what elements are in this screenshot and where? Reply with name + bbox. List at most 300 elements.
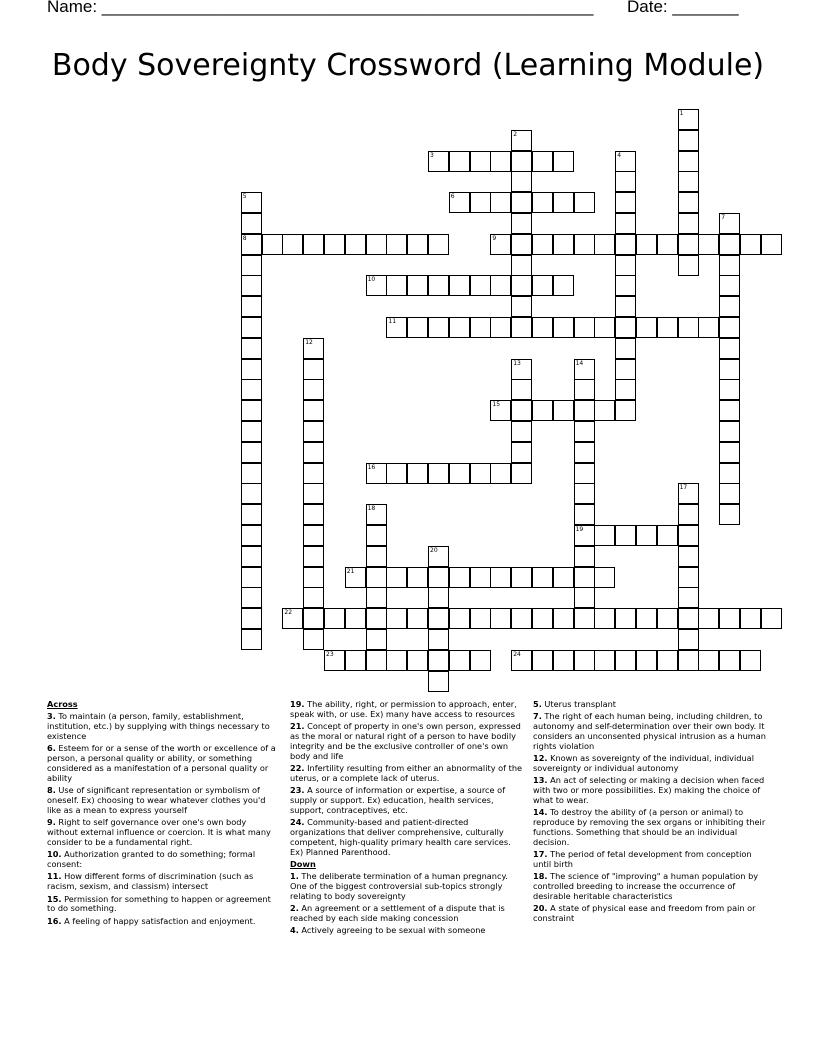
clue-text: Uterus transplant [541,699,617,709]
grid-cell[interactable] [574,379,595,400]
grid-cell[interactable] [241,629,262,650]
grid-cell[interactable] [574,650,595,671]
grid-cell[interactable] [490,192,511,213]
grid-cell[interactable] [303,338,324,359]
grid-cell[interactable] [241,338,262,359]
grid-cell[interactable] [698,608,719,629]
grid-cell[interactable] [428,629,449,650]
grid-cell[interactable] [678,171,699,192]
clue-number: 10. [47,849,62,860]
grid-cell[interactable] [636,608,657,629]
grid-cell[interactable] [366,234,387,255]
grid-cell[interactable] [719,483,740,504]
grid-cell[interactable] [636,317,657,338]
grid-cell[interactable] [511,151,532,172]
grid-cell[interactable] [366,275,387,296]
grid-cell[interactable] [719,338,740,359]
grid-cell[interactable] [282,608,303,629]
clue-item [290,786,524,815]
grid-cell[interactable] [719,359,740,380]
grid-cell[interactable] [574,317,595,338]
grid-cell[interactable] [449,151,470,172]
grid-cell[interactable] [386,317,407,338]
grid-cell[interactable] [532,400,553,421]
grid-cell[interactable] [740,650,761,671]
grid-cell[interactable] [532,650,553,671]
grid-cell[interactable] [615,400,636,421]
grid-cell[interactable] [428,608,449,629]
grid-cell[interactable] [678,504,699,525]
grid-cell[interactable] [490,151,511,172]
cell-number: 18 [367,505,376,513]
grid-cell[interactable] [615,213,636,234]
grid-cell[interactable] [449,608,470,629]
grid-cell[interactable] [241,192,262,213]
grid-cell[interactable] [574,567,595,588]
grid-cell[interactable] [574,463,595,484]
grid-cell[interactable] [532,275,553,296]
grid-cell[interactable] [449,463,470,484]
grid-cell[interactable] [678,608,699,629]
grid-cell[interactable] [719,234,740,255]
grid-cell[interactable] [366,463,387,484]
grid-cell[interactable] [511,421,532,442]
grid-cell[interactable] [678,151,699,172]
grid-cell[interactable] [470,608,491,629]
grid-cell[interactable] [241,463,262,484]
grid-cell[interactable] [386,567,407,588]
grid-cell[interactable] [678,567,699,588]
grid-cell[interactable] [490,275,511,296]
clue-item [533,754,769,774]
grid-cell[interactable] [428,463,449,484]
grid-cell[interactable] [241,546,262,567]
cell-number: 4 [617,151,622,159]
grid-cell[interactable] [532,192,553,213]
clue-number: 15. [47,893,62,904]
clue-text: An agreement or a settlement of a dispute that is reached by each side making concession [290,903,505,924]
grid-cell[interactable] [615,296,636,317]
grid-cell[interactable] [241,379,262,400]
clue-text: Infertility resulting from either an abnormality of the uterus, or a complete lack of uterus. [290,762,523,783]
grid-cell[interactable] [303,546,324,567]
cell-number: 6 [450,193,455,201]
clue-text: Concept of property in one's own person, expressed as the moral or natural right of a person to have bodily integrity and be the exclusive controller of one's own body and life [290,721,521,761]
grid-cell[interactable] [345,608,366,629]
grid-cell[interactable] [490,608,511,629]
grid-cell[interactable] [719,421,740,442]
grid-cell[interactable] [553,400,574,421]
grid-cell[interactable] [615,317,636,338]
grid-cell[interactable] [511,317,532,338]
grid-cell[interactable] [761,234,782,255]
grid-cell[interactable] [719,317,740,338]
cell-number: 10 [367,276,376,284]
grid-cell[interactable] [615,359,636,380]
grid-cell[interactable] [511,192,532,213]
clue-text: Esteem for or a sense of the worth or excellence of a person, a personal quality or ability, or something considered as a manifestation of a personal quality or ability [47,743,276,783]
grid-cell[interactable] [303,359,324,380]
grid-cell[interactable] [615,171,636,192]
grid-cell[interactable] [428,234,449,255]
grid-cell[interactable] [615,234,636,255]
grid-cell[interactable] [532,234,553,255]
grid-cell[interactable] [678,109,699,130]
grid-cell[interactable] [511,171,532,192]
grid-cell[interactable] [449,192,470,213]
grid-cell[interactable] [470,463,491,484]
clue-text: The period of fetal development from conception until birth [533,849,752,869]
grid-cell[interactable] [678,234,699,255]
grid-cell[interactable] [366,525,387,546]
grid-cell[interactable] [594,525,615,546]
grid-cell[interactable] [303,400,324,421]
grid-cell[interactable] [241,296,262,317]
clue-number: 14. [533,807,548,818]
grid-cell[interactable] [511,400,532,421]
cell-number: 14 [575,359,584,367]
grid-cell[interactable] [366,504,387,525]
grid-cell[interactable] [532,151,553,172]
grid-cell[interactable] [511,275,532,296]
grid-cell[interactable] [615,275,636,296]
grid-cell[interactable] [303,608,324,629]
clue-item [533,850,769,870]
grid-cell[interactable] [449,650,470,671]
grid-cell[interactable] [740,234,761,255]
grid-cell[interactable] [449,317,470,338]
clue-item [47,818,277,847]
grid-cell[interactable] [657,234,678,255]
grid-cell[interactable] [553,192,574,213]
grid-cell[interactable] [470,650,491,671]
grid-cell[interactable] [553,317,574,338]
grid-cell[interactable] [366,650,387,671]
grid-cell[interactable] [241,213,262,234]
grid-cell[interactable] [594,317,615,338]
grid-cell[interactable] [428,650,449,671]
grid-cell[interactable] [511,359,532,380]
grid-cell[interactable] [324,608,345,629]
grid-cell[interactable] [511,567,532,588]
grid-cell[interactable] [574,400,595,421]
clue-item [47,744,277,783]
grid-cell[interactable] [428,317,449,338]
grid-cell[interactable] [241,275,262,296]
clue-item [290,926,524,936]
grid-cell[interactable] [303,421,324,442]
grid-cell[interactable] [594,234,615,255]
grid-cell[interactable] [449,567,470,588]
clue-item [533,776,769,805]
grid-cell[interactable] [532,317,553,338]
grid-cell[interactable] [678,650,699,671]
grid-cell[interactable] [553,275,574,296]
clue-number: 24. [290,817,305,828]
grid-cell[interactable] [553,151,574,172]
clue-item [533,872,769,901]
grid-cell[interactable] [657,650,678,671]
grid-cell[interactable] [511,255,532,276]
grid-cell[interactable] [366,567,387,588]
grid-cell[interactable] [698,650,719,671]
grid-cell[interactable] [678,587,699,608]
grid-cell[interactable] [615,650,636,671]
cell-number: 23 [326,650,334,658]
grid-cell[interactable] [574,504,595,525]
grid-cell[interactable] [719,442,740,463]
grid-cell[interactable] [574,483,595,504]
grid-cell[interactable] [241,442,262,463]
grid-cell[interactable] [303,525,324,546]
grid-cell[interactable] [428,151,449,172]
grid-cell[interactable] [636,525,657,546]
grid-cell[interactable] [532,567,553,588]
clue-number: 2. [290,903,299,914]
grid-cell[interactable] [511,213,532,234]
clue-text: Community-based and patient-directed organizations that deliver comprehensive, culturally competent, high-quality primary health care services. Ex) Planned Parenthood. [290,817,511,857]
clue-item [290,764,524,784]
grid-cell[interactable] [241,421,262,442]
grid-cell[interactable] [386,608,407,629]
grid-cell[interactable] [366,546,387,567]
grid-cell[interactable] [574,359,595,380]
grid-cell[interactable] [241,400,262,421]
clue-number: 16. [47,915,62,926]
clue-text: Actively agreeing to be sexual with someone [298,925,486,936]
grid-cell[interactable] [553,608,574,629]
grid-cell[interactable] [428,546,449,567]
clue-number: 13. [533,775,548,786]
grid-cell[interactable] [719,608,740,629]
grid-cell[interactable] [428,275,449,296]
grid-cell[interactable] [615,151,636,172]
grid-cell[interactable] [574,587,595,608]
grid-cell[interactable] [490,567,511,588]
grid-cell[interactable] [594,608,615,629]
grid-cell[interactable] [574,546,595,567]
grid-cell[interactable] [511,463,532,484]
grid-cell[interactable] [241,567,262,588]
grid-cell[interactable] [594,650,615,671]
grid-cell[interactable] [241,587,262,608]
grid-cell[interactable] [407,275,428,296]
grid-cell[interactable] [428,671,449,692]
grid-cell[interactable] [449,275,470,296]
grid-cell[interactable] [532,608,553,629]
grid-cell[interactable] [407,650,428,671]
grid-cell[interactable] [678,317,699,338]
grid-cell[interactable] [511,379,532,400]
grid-cell[interactable] [470,275,491,296]
grid-cell[interactable] [470,567,491,588]
cell-number: 1 [679,110,684,117]
grid-cell[interactable] [241,359,262,380]
grid-cell[interactable] [470,151,491,172]
grid-cell[interactable] [553,650,574,671]
grid-cell[interactable] [324,234,345,255]
cell-number: 5 [242,193,247,201]
grid-cell[interactable] [303,463,324,484]
grid-cell[interactable] [407,608,428,629]
grid-cell[interactable] [303,483,324,504]
grid-cell[interactable] [761,608,782,629]
grid-cell[interactable] [615,608,636,629]
clue-item [47,917,277,927]
grid-cell[interactable] [303,587,324,608]
grid-cell[interactable] [740,608,761,629]
grid-cell[interactable] [490,463,511,484]
grid-cell[interactable] [719,463,740,484]
grid-cell[interactable] [303,504,324,525]
grid-cell[interactable] [678,525,699,546]
clue-text: To destroy the ability of (a person or animal) to reproduce by removing the sex organs or inhibiting their functions. Something that should be an individual decision. [533,807,766,847]
grid-cell[interactable] [386,463,407,484]
grid-cell[interactable] [574,608,595,629]
grid-cell[interactable] [262,234,283,255]
grid-cell[interactable] [366,629,387,650]
grid-cell[interactable] [241,255,262,276]
clue-item [290,818,524,857]
grid-cell[interactable] [428,587,449,608]
grid-cell[interactable] [386,275,407,296]
grid-cell[interactable] [719,400,740,421]
grid-cell[interactable] [719,379,740,400]
grid-cell[interactable] [241,317,262,338]
grid-cell[interactable] [303,234,324,255]
grid-cell[interactable] [366,608,387,629]
clue-number: 4. [290,925,299,936]
cell-number: 19 [575,526,584,533]
clue-number: 12. [533,753,548,764]
clue-item [47,850,277,870]
grid-cell[interactable] [657,525,678,546]
grid-cell[interactable] [553,567,574,588]
grid-cell[interactable] [490,234,511,255]
grid-cell[interactable] [241,525,262,546]
clue-number: 7. [533,711,542,722]
grid-cell[interactable] [407,567,428,588]
clue-number: 3. [47,711,56,722]
grid-cell[interactable] [470,192,491,213]
grid-cell[interactable] [511,234,532,255]
grid-cell[interactable] [615,255,636,276]
clue-number: 21. [290,721,305,732]
grid-cell[interactable] [574,525,595,546]
grid-cell[interactable] [719,650,740,671]
grid-cell[interactable] [574,192,595,213]
grid-cell[interactable] [574,442,595,463]
grid-cell[interactable] [470,317,491,338]
grid-cell[interactable] [698,317,719,338]
grid-cell[interactable] [345,234,366,255]
clue-number: 17. [533,849,548,860]
cell-number: 15 [492,401,501,409]
grid-cell[interactable] [303,629,324,650]
cell-number: 9 [492,234,497,242]
grid-cell[interactable] [511,296,532,317]
clue-item [533,712,769,751]
cell-number: 20 [430,546,438,554]
grid-cell[interactable] [428,567,449,588]
grid-cell[interactable] [719,296,740,317]
grid-cell[interactable] [303,379,324,400]
clue-item [533,904,769,924]
grid-cell[interactable] [678,629,699,650]
grid-cell[interactable] [490,400,511,421]
grid-cell[interactable] [594,400,615,421]
grid-cell[interactable] [698,234,719,255]
grid-cell[interactable] [366,587,387,608]
grid-cell[interactable] [386,650,407,671]
grid-cell[interactable] [303,442,324,463]
grid-cell[interactable] [719,255,740,276]
grid-cell[interactable] [511,442,532,463]
grid-cell[interactable] [553,234,574,255]
grid-cell[interactable] [615,192,636,213]
grid-cell[interactable] [241,608,262,629]
grid-cell[interactable] [678,255,699,276]
clue-text: The ability, right, or permission to approach, enter, speak with, or use. Ex) many have access to resources [290,699,517,719]
clues-column-2 [290,700,524,939]
grid-cell[interactable] [241,234,262,255]
grid-cell[interactable] [678,213,699,234]
grid-cell[interactable] [657,317,678,338]
grid-cell[interactable] [719,275,740,296]
clue-number: 20. [533,903,548,914]
grid-cell[interactable] [574,421,595,442]
grid-cell[interactable] [345,650,366,671]
grid-cell[interactable] [678,483,699,504]
grid-cell[interactable] [678,546,699,567]
grid-cell[interactable] [615,338,636,359]
grid-cell[interactable] [241,483,262,504]
clue-text: An act of selecting or making a decision when faced with two or more possibilities. Ex) making the choice of what to wear. [533,775,765,805]
clue-number: 18. [533,871,548,882]
clue-item [290,872,524,901]
grid-cell[interactable] [678,192,699,213]
grid-cell[interactable] [636,650,657,671]
grid-cell[interactable] [615,525,636,546]
grid-cell[interactable] [407,234,428,255]
clue-number: 8. [47,785,56,796]
grid-cell[interactable] [407,463,428,484]
grid-cell[interactable] [511,130,532,151]
grid-cell[interactable] [490,317,511,338]
clue-text: Permission for something to happen or agreement to do something. [47,893,271,914]
grid-cell[interactable] [511,608,532,629]
grid-cell[interactable] [241,504,262,525]
grid-cell[interactable] [282,234,303,255]
grid-cell[interactable] [719,213,740,234]
grid-cell[interactable] [636,234,657,255]
grid-cell[interactable] [303,567,324,588]
cell-number: 8 [242,234,247,242]
grid-cell[interactable] [615,379,636,400]
grid-cell[interactable] [657,608,678,629]
cell-number: 24 [513,650,521,658]
grid-cell[interactable] [324,650,345,671]
grid-cell[interactable] [719,504,740,525]
grid-cell[interactable] [678,130,699,151]
grid-cell[interactable] [407,317,428,338]
grid-cell[interactable] [574,234,595,255]
cell-number: 16 [367,463,376,471]
grid-cell[interactable] [511,650,532,671]
grid-cell[interactable] [386,234,407,255]
grid-cell[interactable] [345,567,366,588]
grid-cell[interactable] [594,567,615,588]
